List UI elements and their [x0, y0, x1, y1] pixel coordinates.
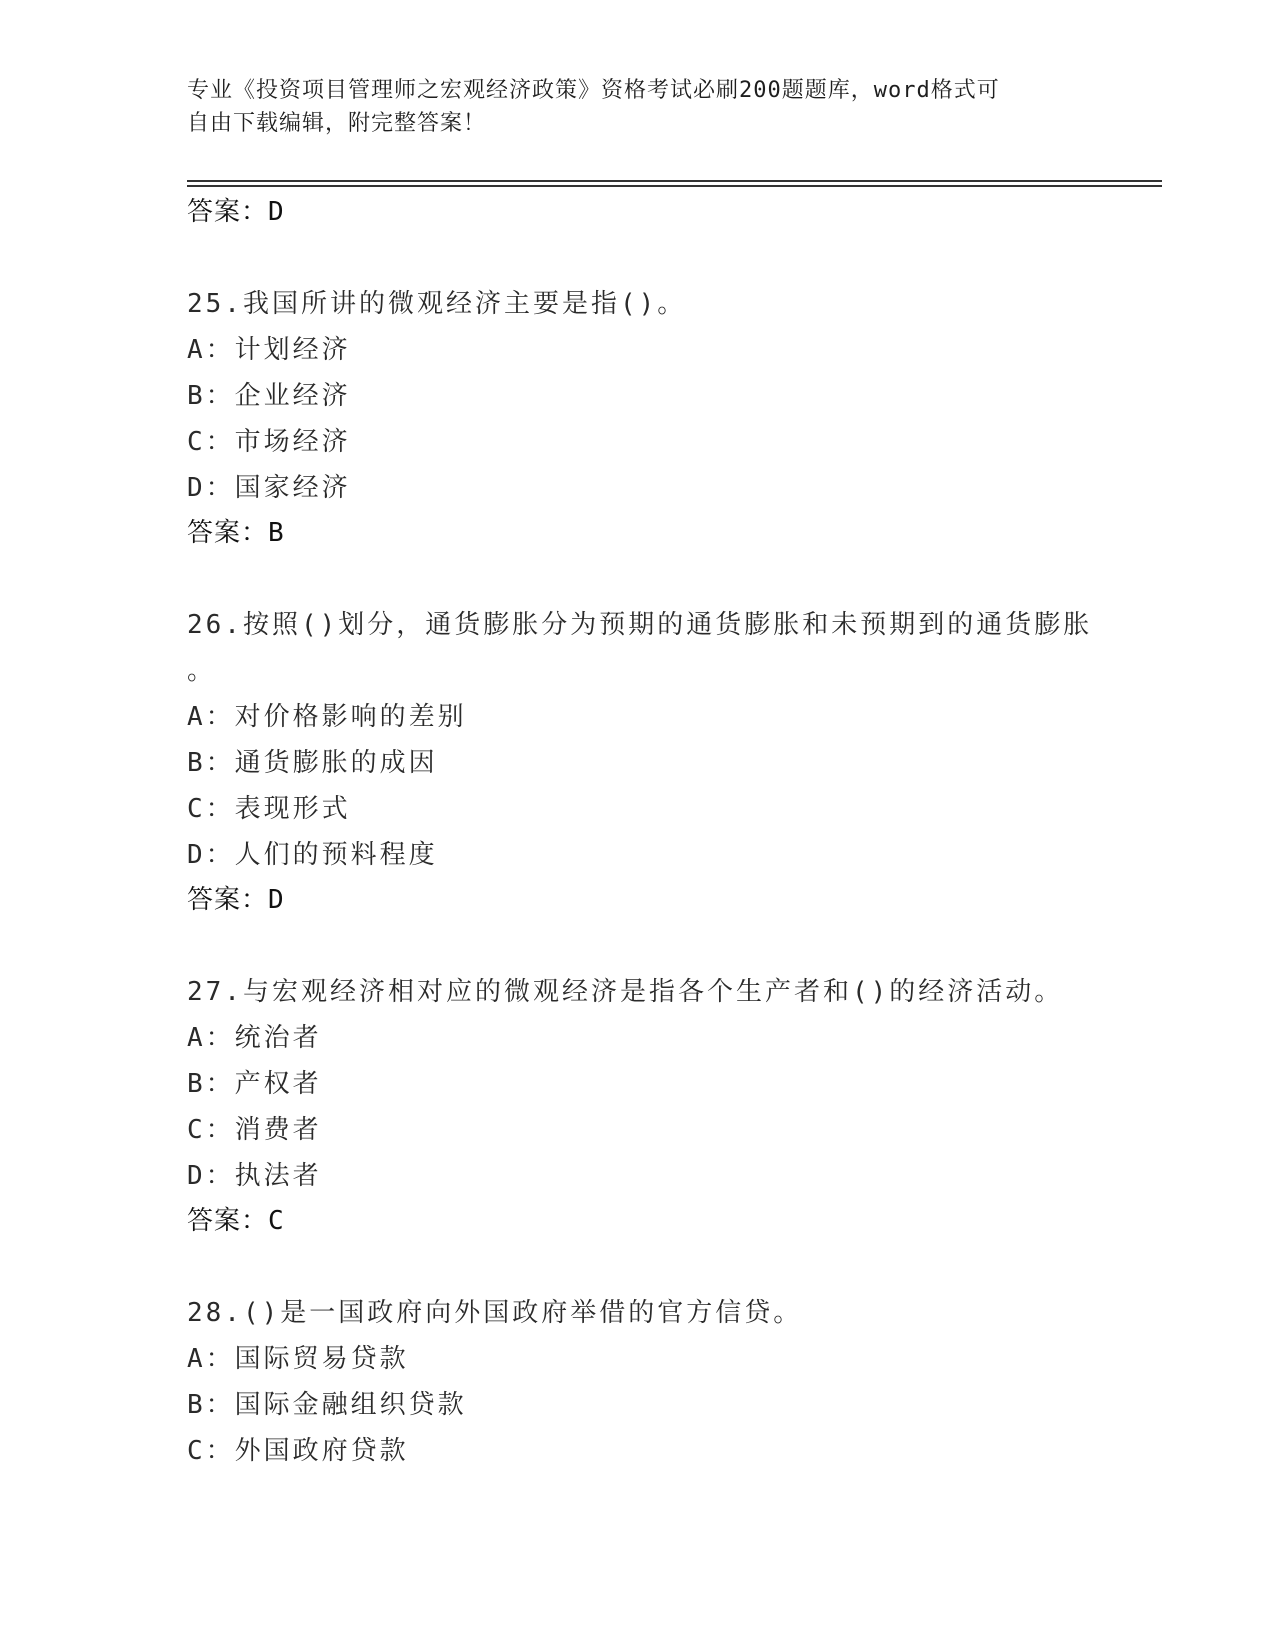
option-a: A：统治者 — [187, 1023, 322, 1053]
answer-line: 答案：D — [187, 197, 285, 227]
question-block — [187, 281, 1147, 555]
header-line-2: 自由下载编辑，附完整答案！ — [187, 111, 487, 136]
option-b: B：产权者 — [187, 1069, 322, 1099]
header-rule-top — [187, 180, 1162, 182]
option-a: A：国际贸易贷款 — [187, 1344, 409, 1374]
question-text: 27.与宏观经济相对应的微观经济是指各个生产者和()的经济活动。 — [187, 977, 1064, 1007]
answer-line: 答案：B — [187, 518, 285, 548]
question-text: 26.按照()划分，通货膨胀分为预期的通货膨胀和未预期到的通货膨胀 — [187, 610, 1093, 640]
question-block — [187, 1290, 1147, 1474]
document-body — [187, 190, 1147, 1474]
document-header — [187, 74, 1087, 140]
option-c: C：表现形式 — [187, 794, 351, 824]
header-rule-bottom — [187, 185, 1162, 187]
option-c: C：消费者 — [187, 1115, 322, 1145]
option-b: B：通货膨胀的成因 — [187, 748, 438, 778]
option-a: A：计划经济 — [187, 335, 351, 365]
question-block — [187, 602, 1147, 922]
answer-line: 答案：C — [187, 1206, 285, 1236]
question-text: 25.我国所讲的微观经济主要是指()。 — [187, 289, 687, 319]
option-d: D：人们的预料程度 — [187, 840, 438, 870]
option-c: C：外国政府贷款 — [187, 1436, 409, 1466]
question-text: 28.()是一国政府向外国政府举借的官方信贷。 — [187, 1298, 803, 1328]
question-block — [187, 969, 1147, 1243]
answer-line: 答案：D — [187, 885, 285, 915]
option-b: B：企业经济 — [187, 381, 351, 411]
question-text-continued: 。 — [187, 656, 217, 686]
option-d: D：执法者 — [187, 1161, 322, 1191]
option-c: C：市场经济 — [187, 427, 351, 457]
option-b: B：国际金融组织贷款 — [187, 1390, 467, 1420]
option-a: A：对价格影响的差别 — [187, 702, 467, 732]
option-d: D：国家经济 — [187, 473, 351, 503]
header-line-1: 专业《投资项目管理师之宏观经济政策》资格考试必刷200题题库，word格式可 — [187, 78, 1000, 103]
